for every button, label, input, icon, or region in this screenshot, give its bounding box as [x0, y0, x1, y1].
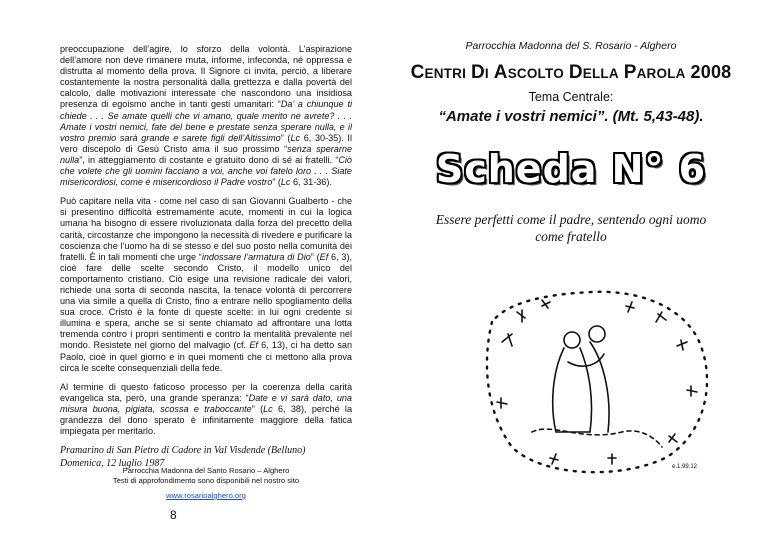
subtitle: Essere perfetti come il padre, sentendo ogni uomo come fratello: [435, 212, 707, 244]
embrace-illustration: [472, 282, 722, 482]
p3-segment: Date e vi sarà dato, una misura buona, pigiata, scossa e traboccante: [60, 392, 352, 414]
p2-segment: 6, 3), cioè fare delle scelte secondo Cristo, il modello unico del comportamento cristiano. Ciò esige una revisione radicale dei valori, richiede una sorta di seconda nascita, la tenace volontà di percorrere una via simile a quella di Cristo, fino a entrare nello spogliamento della sua croce. Cristo è la fonte di queste scelte: in lui ogni credente si illumina e spera, anche se si sente chiamato ad affrontare una lotta tremenda contro i propri sentimenti e contro la mentalità prevalente nel mondo. Resistete nel giorno del malvagio (cf.: [60, 251, 353, 351]
main-title: [410, 62, 732, 84]
footer: [60, 466, 352, 501]
scheda-banner: Scheda N° 6: [430, 145, 712, 193]
signature-place: Pramarino di San Pietro di Cadore in Val Visdende (Belluno): [60, 445, 306, 457]
p2-segment: 6, 13), ci ha detto san Paolo, cioè in quel giorno e in quei momenti che ci mettono alla prova circa le scelte consequenziali della fede.: [60, 340, 353, 373]
title-word: CENTRI: [410, 62, 467, 83]
paragraph-2: [60, 196, 352, 374]
p1-segment: preoccupazione dell’agire, lo sforzo della volontà. L’aspirazione dell’amore non deve rimanere muta, informe, infeconda, né oppressa e distrutta al momento della prova. Il Signore ci invita, perciò, a liberare costantemente la nostra personalità dalla grettezza e dalla povertà del calcolo, dalle motivazioni interessate che nascondono una insidiosa presenza di egoismo anche in tanti gesti umanitari: “: [60, 44, 352, 110]
p3-segment: 6, 38), perché la grandezza del dono sperato è infinitamente maggiore della fatica impiegata per meritarlo.: [60, 403, 353, 437]
p2-segment: ” (: [310, 251, 320, 262]
p2-segment: indossare l’armatura di Dio: [201, 251, 311, 262]
p3-segment: ” (: [251, 403, 264, 414]
main-title-text: [411, 63, 691, 82]
p2-segment: Ef: [319, 251, 329, 262]
footer-note: Testi di approfondimento sono disponibili nel nostro sito: [112, 475, 300, 485]
footer-parish: Parrocchia Madonna del Santo Rosario – Alghero: [122, 466, 290, 475]
p1-segment: senza sperarne nulla: [60, 143, 352, 165]
title-word: DELLA: [568, 62, 619, 83]
title-word: PAROLA: [623, 62, 686, 83]
illustration-signature: e.1.99.12: [672, 464, 698, 470]
p1-segment: ”, in atteggiamento di costante e gratuito dono di sé ai fratelli. “: [79, 154, 339, 165]
title-word: DI: [470, 62, 489, 83]
p2-segment: Ef: [249, 340, 258, 351]
parish-header: Parrocchia Madonna del S. Rosario - Alghero: [465, 40, 677, 52]
title-word: ASCOLTO: [493, 62, 564, 83]
signature-date: Domenica, 12 luglio 1987: [60, 457, 165, 469]
p1-segment: Lc: [280, 177, 291, 188]
p1-segment: ” (: [280, 132, 291, 143]
p3-segment: Lc: [263, 403, 273, 414]
p1-segment: 6, 30-35). Il vero discepolo di Gesù Cristo ama il suo prossimo “: [60, 132, 352, 154]
main-title-year: 2008: [690, 62, 732, 82]
p1-segment: Da’ a chiunque ti chiede . . . Se amate quelli che vi amano, quale merito ne avrete? . . . Amate i vostri nemici, fate del bene e prestate senza sperare nulla, e il vostro premio sarà grande e sarete figli dell’Altissimo: [60, 99, 352, 143]
p1-segment: Lc: [290, 132, 301, 143]
theme-label: Tema Centrale:: [528, 90, 614, 104]
paragraph-3: [60, 382, 352, 437]
p2-segment: Può capitare nella vita - come nel caso di san Giovanni Gualberto - che si presentino difficoltà estremamente acute, momenti in cui la logica umana ha bisogno di essere rivoluzionata dalla forza del precetto della carità, circostanze che impongono la necessità di rivedere e purificare la coscienza che l’uomo ha di se stesso e del suo posto nella comunità dei fratelli. È in tali momenti che urge “: [60, 196, 352, 262]
p1-segment: Ciò che volete che gli uomini facciano a voi, anche voi fatelo loro . . . Siate misericordiosi, come è misericordioso il Padre vostro: [60, 154, 352, 188]
left-column: [60, 44, 352, 470]
page-number: 8: [170, 508, 177, 522]
p1-segment: ” (: [272, 177, 281, 188]
right-column: [410, 40, 732, 245]
website-link[interactable]: www.rosarioalghero.org: [166, 491, 246, 500]
p1-segment: 6, 31-36).: [290, 177, 332, 188]
p3-segment: Al termine di questo faticoso processo per la coerenza della carità evangelica sta, però, una grande speranza: “: [60, 381, 352, 403]
theme-quote: “Amate i vostri nemici”. (Mt. 5,43-48).: [438, 108, 704, 125]
paragraph-1: [60, 44, 352, 188]
